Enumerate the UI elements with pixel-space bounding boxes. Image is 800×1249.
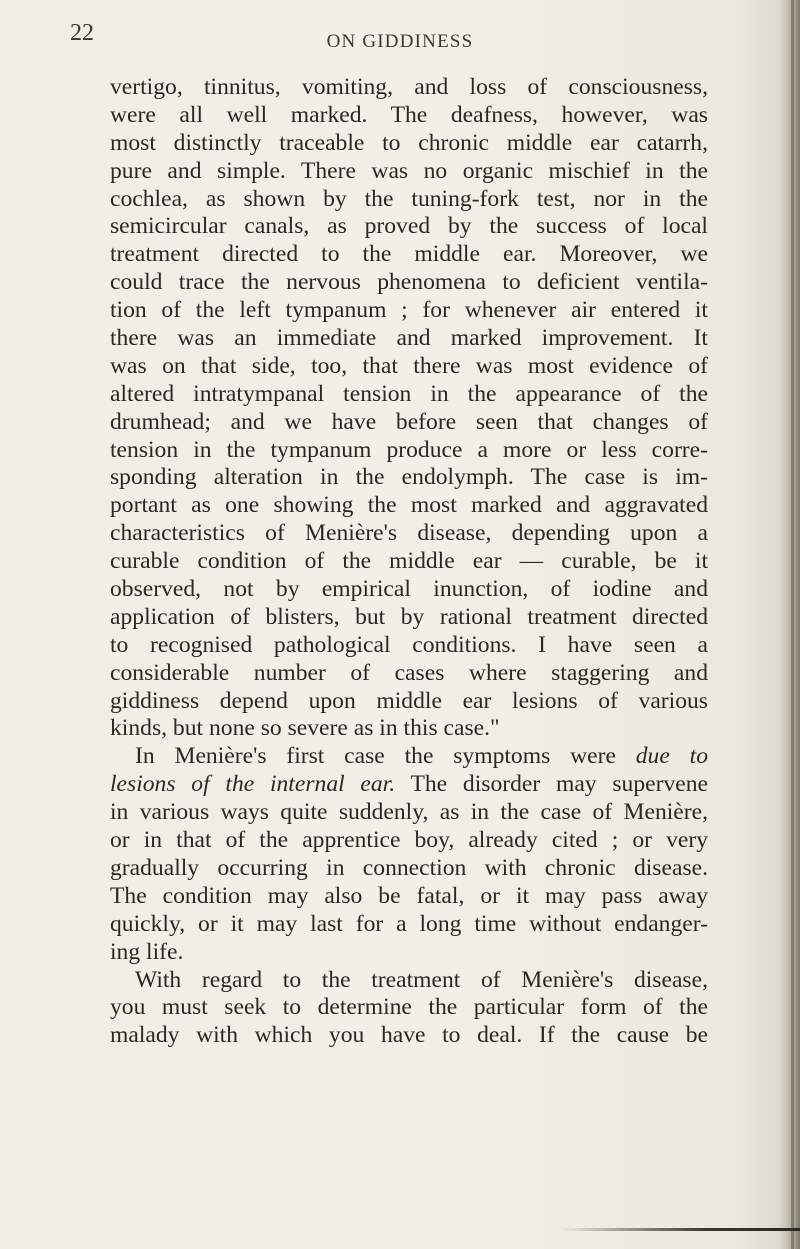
text-line: drumhead; and we have before seen that changes of: [110, 408, 708, 435]
text-line: or in that of the apprentice boy, already cited ; or very: [110, 827, 708, 854]
text-line: most distinctly traceable to chronic middle ear catarrh,: [110, 129, 708, 156]
paragraph-end-line: ing life.: [110, 938, 184, 965]
text-line: giddiness depend upon middle ear lesions of various: [110, 687, 708, 714]
text-line: malady with which you have to deal. If the cause be: [110, 1022, 708, 1049]
text-line: sponding alteration in the endolymph. The case is im-: [110, 464, 708, 491]
text-line: portant as one showing the most marked and aggravated: [110, 492, 708, 519]
italic-phrase: lesions of the internal ear.: [110, 771, 396, 798]
text-line: pure and simple. There was no organic mischief in the: [110, 157, 708, 184]
text-line: to recognised pathological conditions. I have seen a: [110, 631, 708, 658]
text-line: there was an immediate and marked improvement. It: [110, 325, 708, 352]
text-line: treatment directed to the middle ear. Moreover, we: [110, 241, 708, 268]
text-line: you must seek to determine the particular form of the: [110, 994, 708, 1021]
text-line: in various ways quite suddenly, as in the case of Menière,: [110, 799, 708, 826]
text-line: altered intratympanal tension in the appearance of the: [110, 380, 708, 407]
text-line: cochlea, as shown by the tuning-fork test, nor in the: [110, 185, 708, 212]
text-run: In Menière's first case the symptoms were: [135, 743, 636, 770]
text-line: characteristics of Menière's disease, depending upon a: [110, 520, 708, 547]
text-line: vertigo, tinnitus, vomiting, and loss of consciousness,: [110, 74, 708, 100]
page-bottom-edge: [560, 1228, 800, 1231]
text-line: considerable number of cases where staggering and: [110, 659, 708, 686]
text-line: gradually occurring in connection with chronic disease.: [110, 854, 708, 881]
paragraph-start-line: With regard to the treatment of Menière's disease,: [135, 966, 708, 993]
text-line: semicircular canals, as proved by the success of local: [110, 213, 708, 240]
text-line: curable condition of the middle ear — curable, be it: [110, 548, 708, 575]
text-line: tension in the tympanum produce a more or less corre-: [110, 436, 708, 463]
text-run: The disorder may supervene: [395, 771, 708, 798]
text-line: The condition may also be fatal, or it may pass away: [110, 882, 708, 909]
text-line: tion of the left tympanum ; for whenever air entered it: [110, 297, 708, 324]
text-line: [110, 771, 708, 799]
paragraph-start-line: [110, 743, 708, 771]
text-line: quickly, or it may last for a long time without endanger-: [110, 910, 708, 937]
page-number: 22: [70, 20, 94, 46]
paragraph-end-line: kinds, but none so severe as in this case.": [110, 715, 500, 742]
page-binding-edge: [778, 0, 800, 1249]
text-line: could trace the nervous phenomena to deficient ventila-: [110, 269, 708, 296]
text-line: was on that side, too, that there was most evidence of: [110, 352, 708, 379]
italic-phrase: due to: [635, 743, 708, 770]
text-line: were all well marked. The deafness, however, was: [110, 101, 708, 128]
body-text: [110, 74, 708, 1050]
running-head: ON GIDDINESS: [326, 31, 474, 52]
text-line: application of blisters, but by rational treatment directed: [110, 603, 708, 630]
text-line: observed, not by empirical inunction, of iodine and: [110, 576, 708, 603]
